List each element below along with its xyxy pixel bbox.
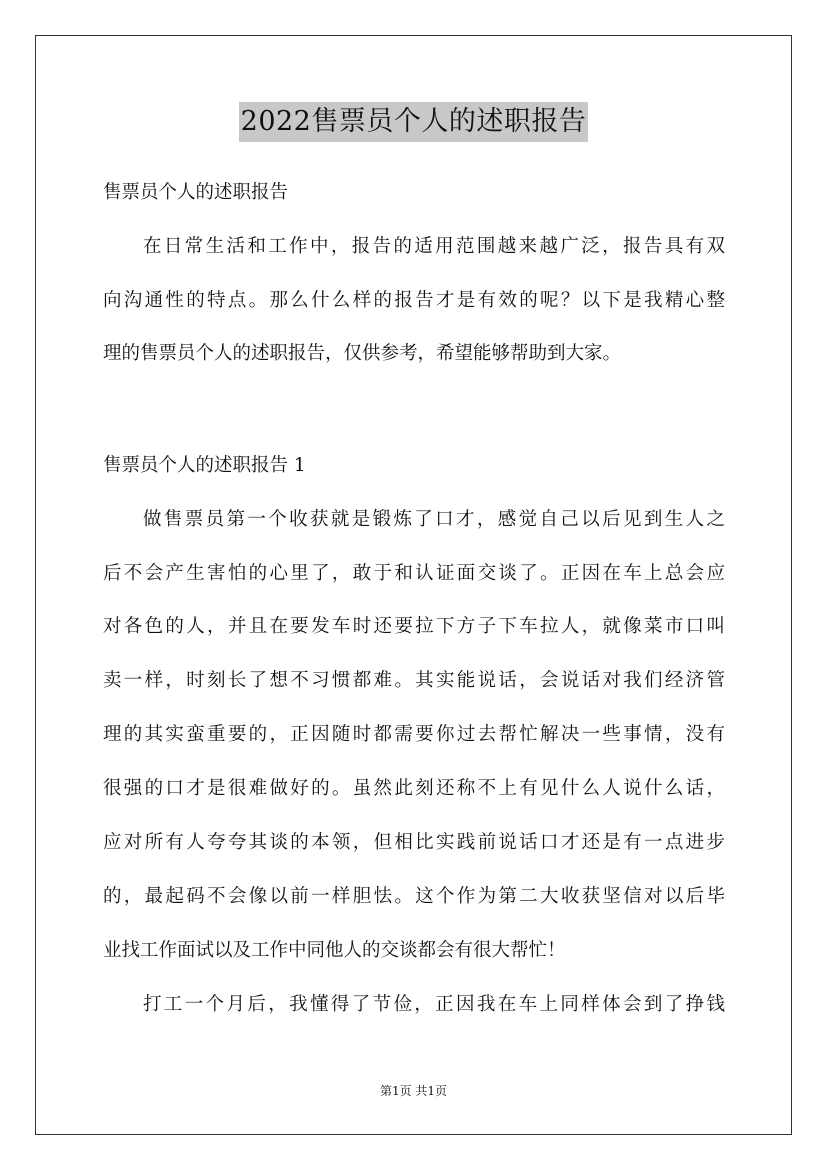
subtitle: 售票员个人的述职报告 [103, 182, 289, 203]
intro-line-1: 在日常生活和工作中，报告的适用范围越来越广泛，报告具有双 [143, 236, 725, 257]
intro-line-2: 向沟通性的特点。那么什么样的报告才是有效的呢？以下是我精心整 [103, 290, 725, 311]
title-wrapper [0, 102, 827, 142]
section1-line-8: 的，最起码不会像以前一样胆怯。这个作为第二大收获坚信对以后毕 [103, 886, 725, 907]
section1-line-5: 理的其实蛮重要的，正因随时都需要你过去帮忙解决一些事情，没有 [103, 724, 725, 745]
section1-line-7: 应对所有人夸夸其谈的本领，但相比实践前说话口才还是有一点进步 [103, 832, 725, 853]
document-title: 2022售票员个人的述职报告 [239, 102, 589, 142]
section2-line-1: 打工一个月后，我懂得了节俭，正因我在车上同样体会到了挣钱 [143, 994, 725, 1015]
section1-line-1: 做售票员第一个收获就是锻炼了口才，感觉自己以后见到生人之 [143, 509, 725, 530]
section1-line-6: 很强的口才是很难做好的。虽然此刻还称不上有见什么人说什么话， [103, 778, 725, 799]
section1-line-9: 业找工作面试以及工作中同他人的交谈都会有很大帮忙！ [103, 940, 566, 961]
intro-line-3: 理的售票员个人的述职报告，仅供参考，希望能够帮助到大家。 [103, 343, 622, 364]
page-footer: 第1页 共1页 [379, 1084, 448, 1098]
section1-line-3: 对各色的人，并且在要发车时还要拉下方子下车拉人，就像菜市口叫 [103, 616, 725, 637]
section1-line-4: 卖一样，时刻长了想不习惯都难。其实能说话，会说话对我们经济管 [103, 670, 725, 691]
section1-line-2: 后不会产生害怕的心里了，敢于和认证面交谈了。正因在车上总会应 [103, 563, 725, 584]
section-heading-1: 售票员个人的述职报告 1 [103, 455, 306, 476]
